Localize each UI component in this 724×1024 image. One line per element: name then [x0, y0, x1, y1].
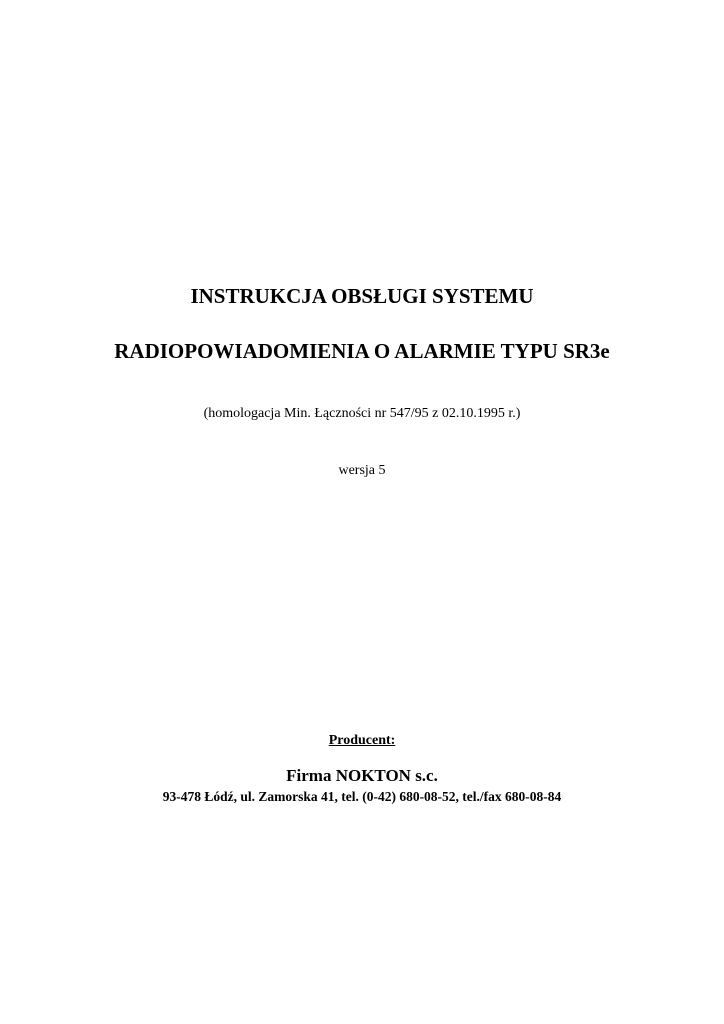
- company-address: 93-478 Łódź, ul. Zamorska 41, tel. (0-42) 680-08-52, tel./fax 680-08-84: [162, 789, 562, 804]
- document-title-line-2: RADIOPOWIADOMIENIA O ALARMIE TYPU SR3e: [114, 339, 610, 363]
- homologation-note: (homologacja Min. Łączności nr 547/95 z 02.10.1995 r.): [203, 406, 521, 421]
- producer-label: Producent:: [328, 733, 396, 748]
- version-label: wersja 5: [338, 463, 386, 478]
- document-title-line-1: INSTRUKCJA OBSŁUGI SYSTEMU: [190, 284, 534, 308]
- company-name: Firma NOKTON s.c.: [286, 766, 438, 785]
